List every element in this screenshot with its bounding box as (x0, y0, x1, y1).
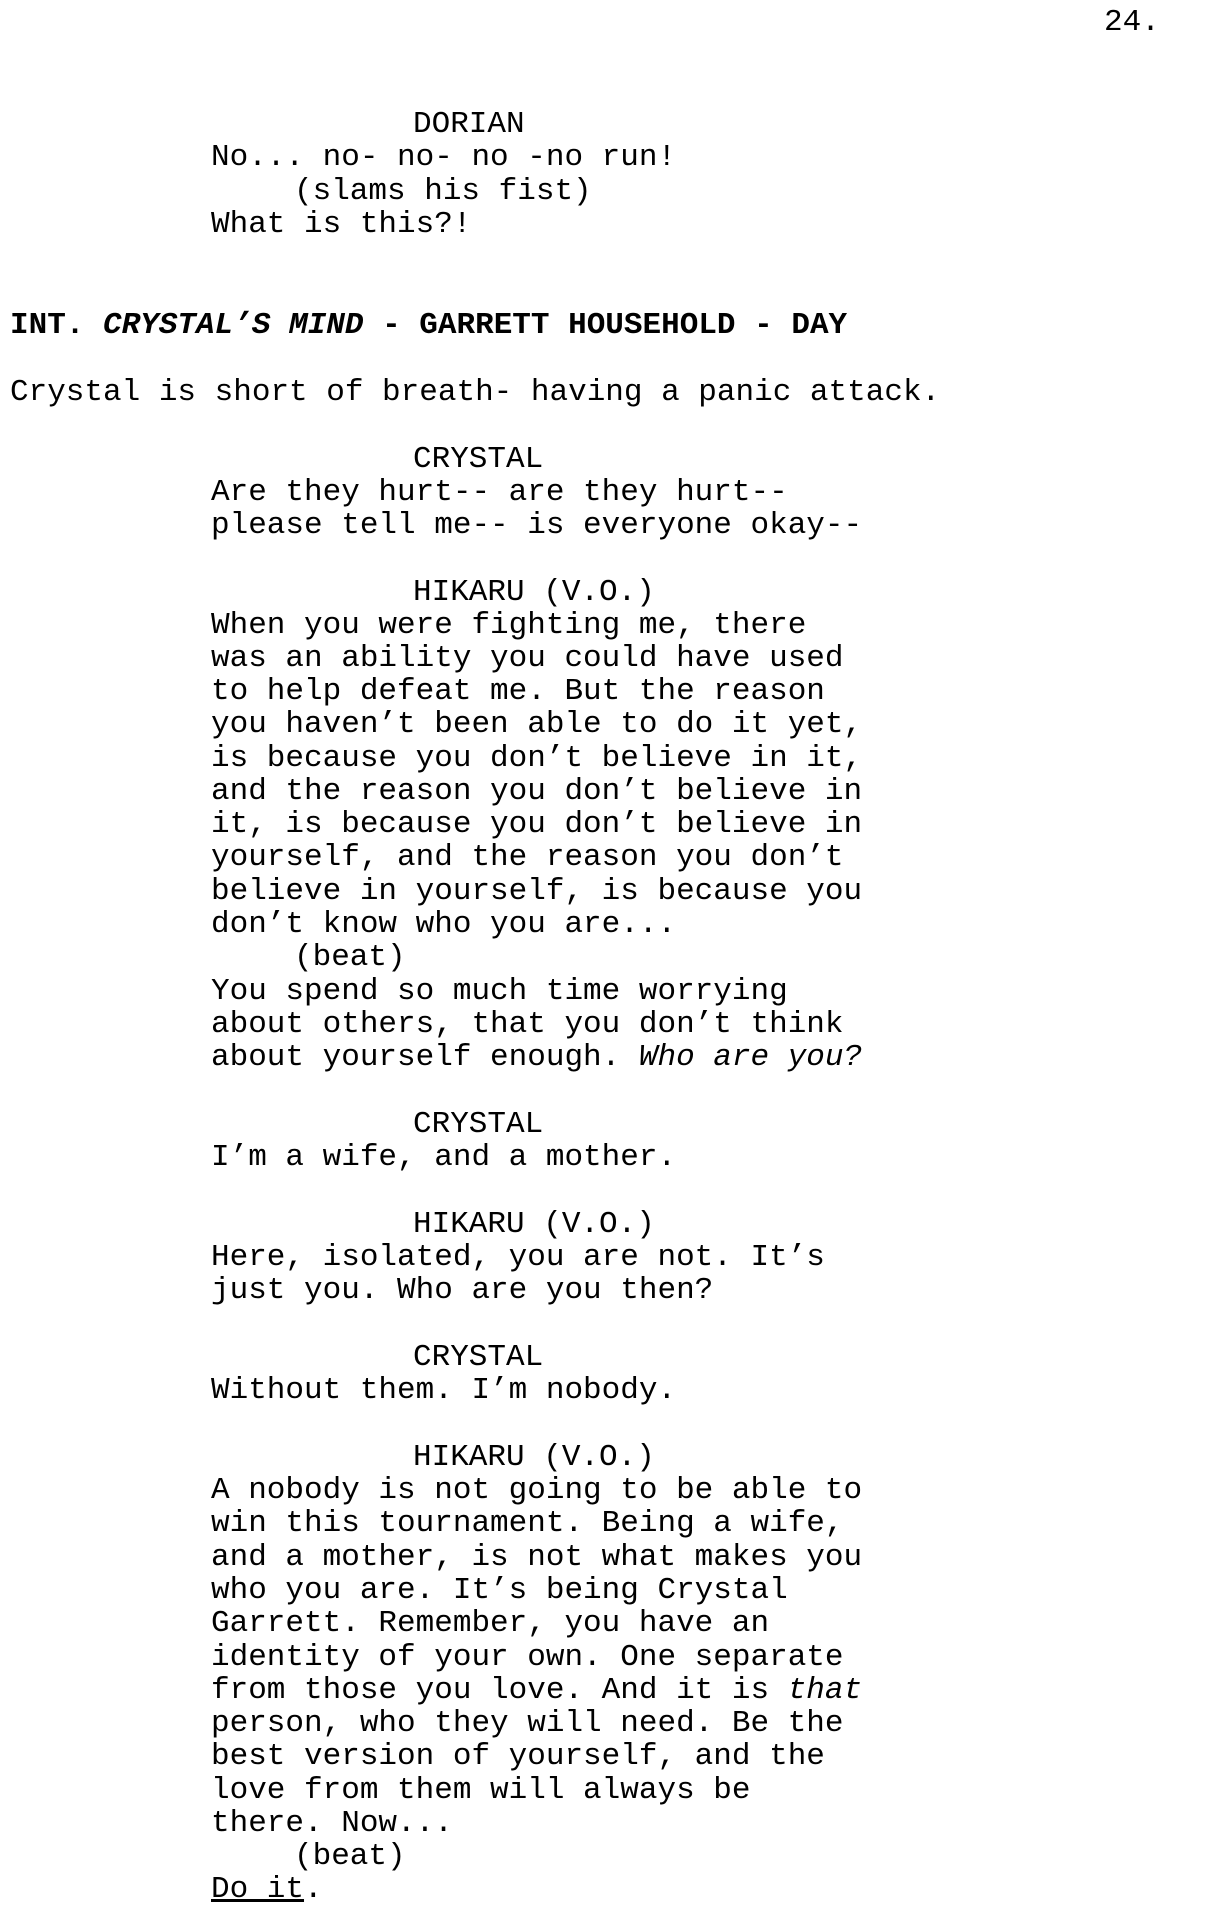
character-name-hikaru: HIKARU (V.O.) (413, 575, 655, 610)
dialogue-line (211, 1873, 323, 1906)
page-number: 24. (1104, 5, 1160, 40)
character-name-crystal: CRYSTAL (413, 442, 544, 477)
dialogue-line: and the reason you don’t believe in (211, 774, 863, 809)
dialogue-line: you haven’t been able to do it yet, (211, 707, 863, 742)
dialogue-line: who you are. It’s being Crystal (211, 1573, 788, 1608)
dialogue-line: Are they hurt-- are they hurt-- (211, 475, 788, 510)
dialogue-text: from those you love. And it is (211, 1673, 788, 1708)
dialogue-line: Here, isolated, you are not. It’s (211, 1240, 825, 1275)
character-name-crystal: CRYSTAL (413, 1340, 544, 1375)
parenthetical: (beat) (294, 940, 406, 975)
dialogue-line: believe in yourself, is because you (211, 874, 863, 909)
dialogue-line (211, 1674, 862, 1707)
dialogue-line: I’m a wife, and a mother. (211, 1140, 677, 1175)
dialogue-line: yourself, and the reason you don’t (211, 840, 844, 875)
dialogue-line: Without them. I’m nobody. (211, 1373, 677, 1408)
action-line: Crystal is short of breath- having a panic attack. (10, 375, 941, 410)
dialogue-underlined: Do it (211, 1872, 305, 1907)
scene-heading-suffix: - GARRETT HOUSEHOLD - DAY (363, 308, 848, 343)
dialogue-line: win this tournament. Being a wife, (211, 1506, 844, 1541)
dialogue-line: best version of yourself, and the (211, 1739, 825, 1774)
character-name-hikaru: HIKARU (V.O.) (413, 1207, 655, 1242)
dialogue-line: it, is because you don’t believe in (211, 807, 863, 842)
dialogue-line: Garrett. Remember, you have an (211, 1606, 770, 1641)
dialogue-line: When you were fighting me, there (211, 608, 807, 643)
character-name-dorian: DORIAN (413, 107, 525, 142)
parenthetical: (slams his fist) (294, 174, 592, 209)
dialogue-line: and a mother, is not what makes you (211, 1540, 863, 1575)
dialogue-line (211, 1041, 862, 1074)
dialogue-text: about yourself enough. (211, 1040, 639, 1075)
dialogue-line: No... no- no- no -no run! (211, 140, 677, 175)
dialogue-line: What is this?! (211, 207, 472, 242)
character-name-crystal: CRYSTAL (413, 1107, 544, 1142)
dialogue-line: don’t know who you are... (211, 907, 677, 942)
dialogue-emphasis: Who are you? (638, 1040, 863, 1075)
dialogue-line: identity of your own. One separate (211, 1640, 844, 1675)
dialogue-line: to help defeat me. But the reason (211, 674, 825, 709)
scene-heading-location: CRYSTAL’S MIND (103, 308, 364, 343)
parenthetical: (beat) (294, 1839, 406, 1874)
dialogue-line: just you. Who are you then? (211, 1273, 714, 1308)
dialogue-line: there. Now... (211, 1806, 453, 1841)
character-name-hikaru: HIKARU (V.O.) (413, 1440, 655, 1475)
scene-heading (10, 309, 847, 342)
dialogue-line: You spend so much time worrying (211, 974, 788, 1009)
dialogue-text: . (304, 1872, 323, 1907)
dialogue-line: A nobody is not going to be able to (211, 1473, 863, 1508)
dialogue-line: love from them will always be (211, 1773, 751, 1808)
scene-heading-prefix: INT. (10, 308, 104, 343)
dialogue-line: please tell me-- is everyone okay-- (211, 508, 863, 543)
dialogue-emphasis: that (787, 1673, 863, 1708)
dialogue-line: is because you don’t believe in it, (211, 741, 863, 776)
dialogue-line: about others, that you don’t think (211, 1007, 844, 1042)
dialogue-line: was an ability you could have used (211, 641, 844, 676)
dialogue-line: person, who they will need. Be the (211, 1706, 844, 1741)
